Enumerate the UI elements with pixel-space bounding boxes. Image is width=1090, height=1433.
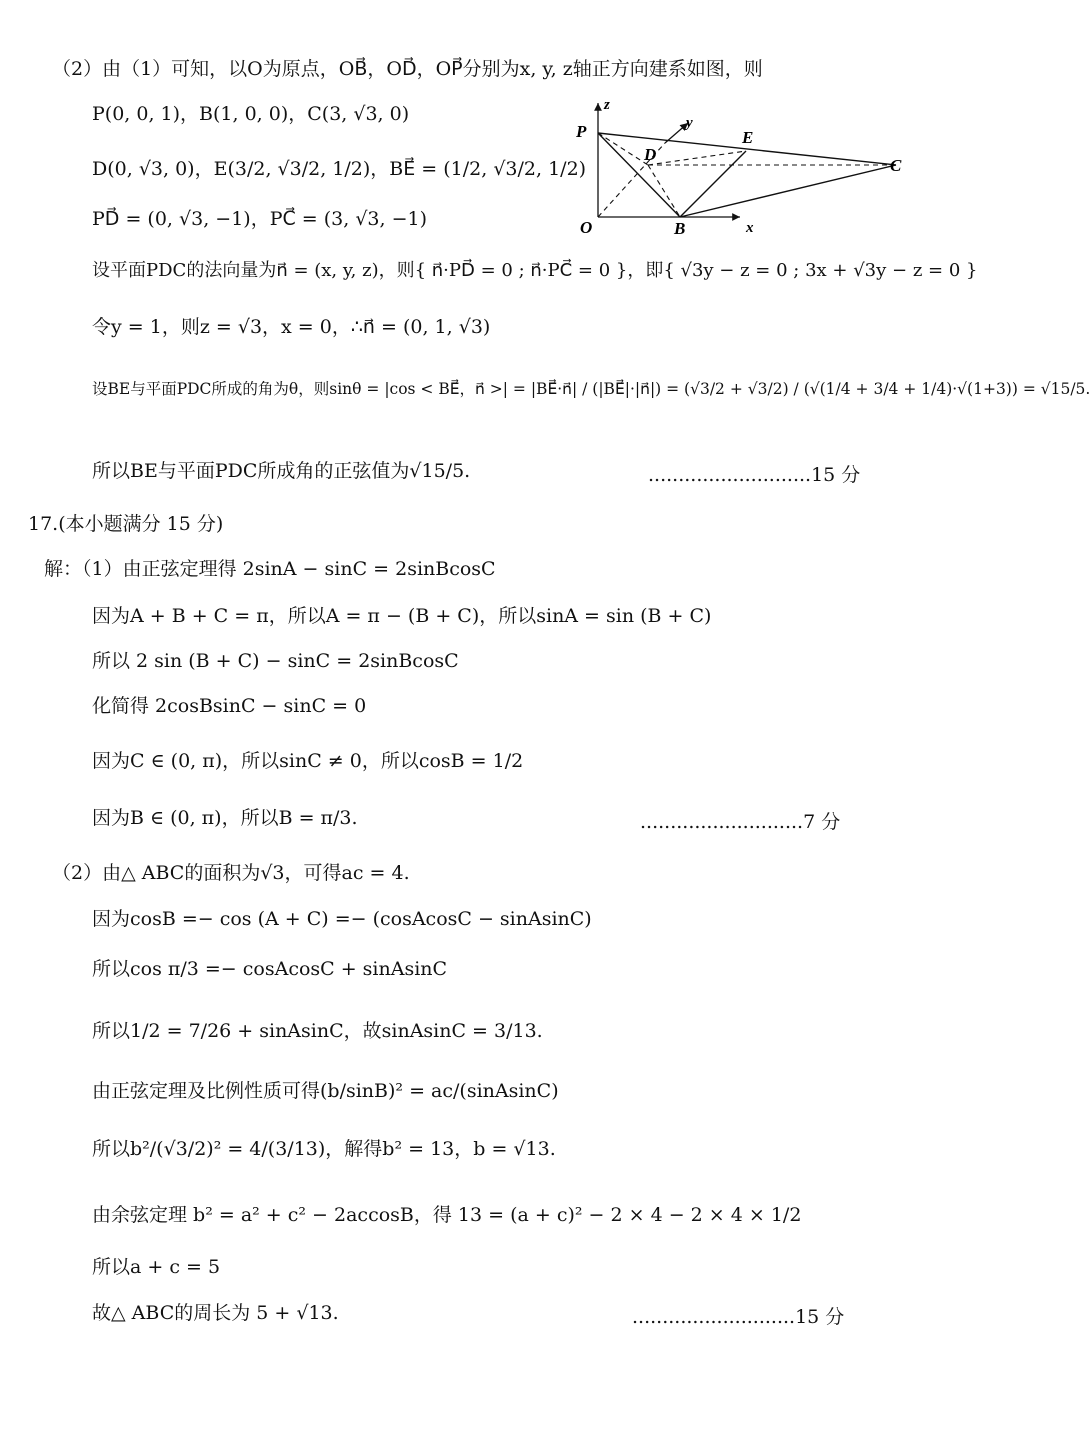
edge-bc — [680, 165, 896, 217]
score-15-a: ...........................15 分 — [648, 464, 861, 486]
q17-p2-line-4: 所以1/2 = 7/26 + sinAsinC，故sinAsinC = 3/13. — [92, 1020, 543, 1042]
q17-line-5: 因为C ∈ (0, π)，所以sinC ≠ 0，所以cosB = 1/2 — [92, 750, 524, 772]
coords-line-3: PD⃗ = (0, √3, −1)，PC⃗ = (3, √3, −1) — [92, 208, 428, 230]
angle-line: 设BE与平面PDC所成的角为θ，则sinθ = |cos < BE⃗，n⃗ >| = |BE⃗·n⃗| / (|BE⃗|·|n⃗|) = (√3/2 + √3/2) / (√(1/4 + 3/4 + 1/4)·√(1+3)) = √15/5. — [92, 380, 1090, 398]
edge-db — [648, 165, 680, 217]
q17-p2-line-7: 由余弦定理 b² = a² + c² − 2accosB，得 13 = (a + c)² − 2 × 4 − 2 × 4 × 1/2 — [92, 1204, 802, 1226]
normal-result: 令y = 1，则z = √3，x = 0，∴n⃗ = (0, 1, √3) — [92, 316, 491, 338]
score-15-b: ...........................15 分 — [632, 1306, 845, 1328]
label-E: E — [742, 128, 754, 147]
q17-p2-line-3: 所以cos π/3 =− cosAcosC + sinAsinC — [92, 958, 448, 980]
part2-conclusion: 所以BE与平面PDC所成角的正弦值为√15/5. — [92, 460, 471, 482]
q17-line-6: 因为B ∈ (0, π)，所以B = π/3. — [92, 807, 358, 829]
label-y: y — [686, 115, 693, 131]
edge-pb — [598, 133, 680, 217]
q17-p2-line-9: 故△ ABC的周长为 5 + √13. — [92, 1302, 339, 1324]
edge-be — [680, 151, 746, 217]
q17-line-1: 解：（1）由正弦定理得 2sinA − sinC = 2sinBcosC — [44, 558, 496, 580]
q17-header: 17.(本小题满分 15 分) — [28, 513, 224, 535]
part2-header: （2）由（1）可知，以O为原点，OB⃗，OD⃗，OP⃗分别为x, y, z轴正方向建系如图，则 — [52, 58, 763, 80]
score-7: ...........................7 分 — [640, 811, 841, 833]
q17-p2-line-6: 所以b²/(√3/2)² = 4/(3/13)，解得b² = 13，b = √13. — [92, 1138, 556, 1160]
label-O: O — [580, 218, 593, 237]
coords-line-1: P(0, 0, 1)，B(1, 0, 0)，C(3, √3, 0) — [92, 103, 410, 125]
q17-p2-line-2: 因为cosB =− cos (A + C) =− (cosAcosC − sinAsinC) — [92, 908, 592, 930]
edge-de — [648, 151, 746, 165]
label-P: P — [576, 122, 587, 141]
normal-vector-line: 设平面PDC的法向量为n⃗ = (x, y, z)，则{ n⃗·PD⃗ = 0 ; n⃗·PC⃗ = 0 }，即{ √3y − z = 0 ; 3x + √3y − z = 0 } — [92, 260, 978, 281]
q17-line-4: 化简得 2cosBsinC − sinC = 0 — [92, 695, 367, 717]
label-B: B — [674, 219, 686, 238]
q17-line-3: 所以 2 sin (B + C) − sinC = 2sinBcosC — [92, 650, 459, 672]
q17-line-2: 因为A + B + C = π，所以A = π − (B + C)，所以sinA = sin (B + C) — [92, 605, 712, 627]
coordinate-figure — [570, 95, 900, 245]
label-D: D — [644, 145, 657, 164]
label-C: C — [890, 156, 902, 175]
label-z: z — [604, 97, 610, 113]
coords-line-2: D(0, √3, 0)，E(3/2, √3/2, 1/2)，BE⃗ = (1/2, √3/2, 1/2) — [92, 158, 587, 180]
label-x: x — [746, 220, 754, 236]
q17-p2-line-5: 由正弦定理及比例性质可得(b/sinB)² = ac/(sinAsinC) — [92, 1080, 559, 1102]
q17-p2-line-8: 所以a + c = 5 — [92, 1256, 221, 1278]
q17-p2-line-1: （2）由△ ABC的面积为√3，可得ac = 4. — [52, 862, 410, 884]
